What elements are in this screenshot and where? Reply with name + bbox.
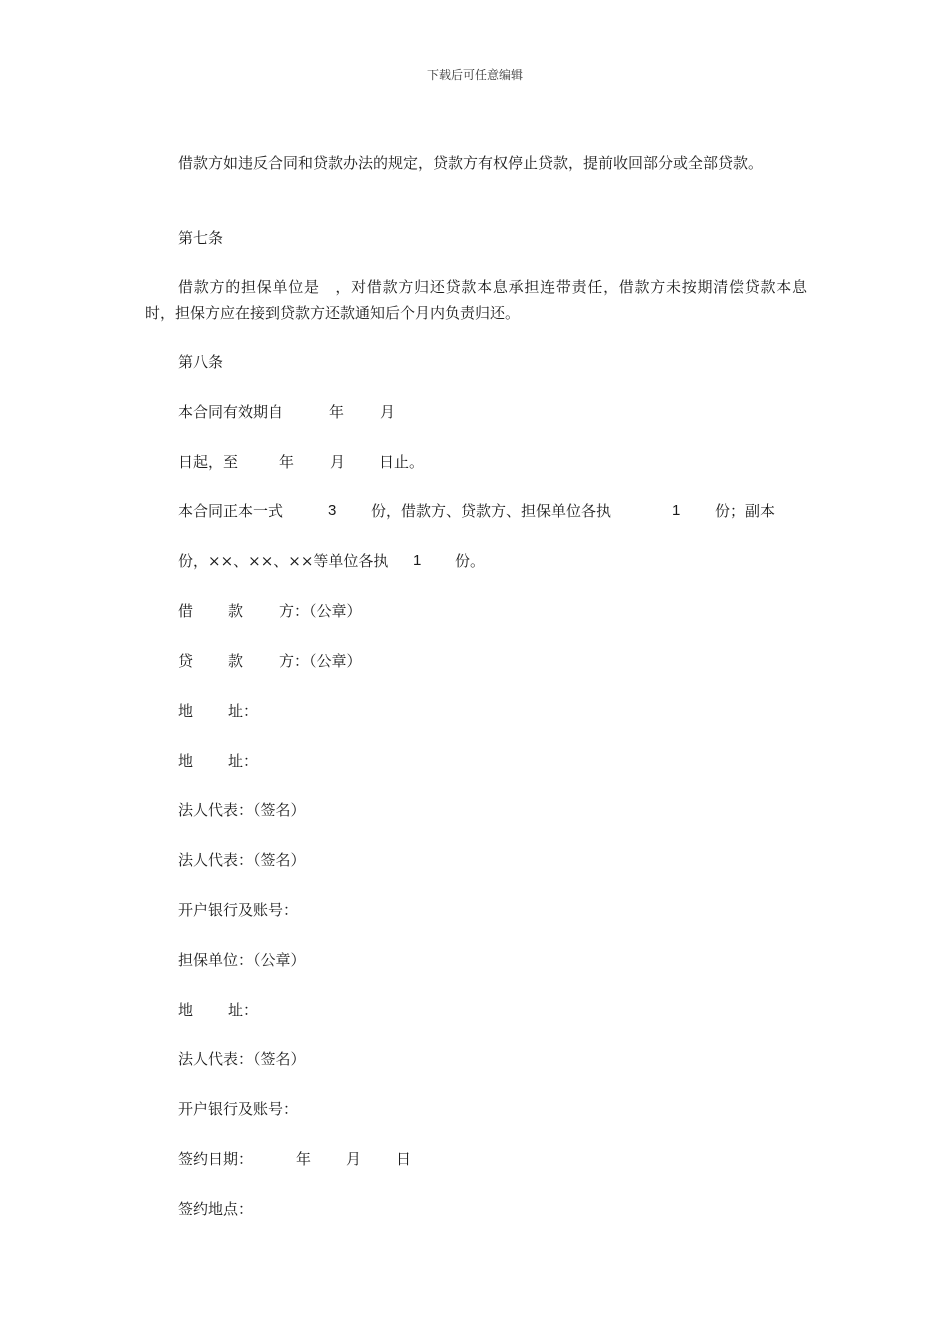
- guarantor-seal-line: 担保单位：（公章）: [178, 951, 306, 969]
- signing-month: 月: [346, 1150, 362, 1168]
- copies-original-label: 本合同正本一式: [178, 502, 284, 520]
- validity-label: 本合同有效期自: [178, 403, 284, 421]
- period-year: 年: [279, 453, 295, 471]
- validity-line: [178, 402, 478, 422]
- validity-month: 月: [380, 403, 396, 421]
- validity-year: 年: [329, 403, 345, 421]
- signing-date-line: [178, 1149, 438, 1169]
- paragraph-guarantor: 借款方的担保单位是 ，对借款方归还贷款本息承担连带责任，借款方未按期清偿贷款本息时，担保方应在接到贷款方还款通知后个月内负责归还。: [145, 278, 807, 322]
- page-header: 下载后可任意编辑: [426, 68, 523, 82]
- copies-units-count: 1: [413, 552, 422, 569]
- copies-duplicate-label: 份；副本: [715, 502, 776, 520]
- signing-date-label: 签约日期：: [178, 1150, 254, 1168]
- bank-account-line: 开户银行及账号：: [178, 901, 299, 919]
- copies-original-count: 3: [328, 502, 337, 519]
- lender-char-1: 贷: [178, 652, 194, 670]
- address-char-1: 地: [178, 702, 194, 720]
- guarantor-legal-rep: 法人代表：（签名）: [178, 1050, 306, 1068]
- lender-seal-line: [178, 651, 398, 671]
- lender-char-2: 款: [228, 652, 244, 670]
- borrower-legal-rep: 法人代表：（签名）: [178, 801, 306, 819]
- borrower-char-1: 借: [178, 602, 194, 620]
- paragraph-termination: 借款方如违反合同和贷款办法的规定，贷款方有权停止贷款，提前收回部分或全部贷款。: [178, 154, 764, 172]
- copies-unit-suffix: 份。: [455, 552, 486, 570]
- address-char-2: 址：: [228, 1001, 259, 1019]
- borrower-seal-line: [178, 601, 398, 621]
- copies-holders: 份，借款方、贷款方、担保单位各执: [371, 502, 612, 520]
- signing-place-line: 签约地点：: [178, 1200, 254, 1218]
- copies-units: 份，××、××、××等单位各执: [178, 552, 389, 570]
- period-start: 日起，至: [178, 453, 239, 471]
- borrower-seal: 方：（公章）: [279, 602, 362, 620]
- borrower-address-line: [178, 701, 298, 721]
- borrower-char-2: 款: [228, 602, 244, 620]
- address-char-1: 地: [178, 1001, 194, 1019]
- period-end: 日止。: [379, 453, 425, 471]
- period-line: [178, 452, 478, 472]
- address-char-2: 址：: [228, 702, 259, 720]
- guarantor-bank-account-line: 开户银行及账号：: [178, 1100, 299, 1118]
- address-char-1: 地: [178, 752, 194, 770]
- copies-each-count: 1: [672, 502, 681, 519]
- address-char-2: 址：: [228, 752, 259, 770]
- copies-line-1: [178, 501, 798, 521]
- article-7-heading: 第七条: [178, 229, 224, 247]
- period-month: 月: [330, 453, 346, 471]
- lender-address-line: [178, 751, 298, 771]
- signing-day: 日: [396, 1150, 412, 1168]
- signing-year: 年: [296, 1150, 312, 1168]
- guarantor-address-line: [178, 1000, 298, 1020]
- lender-seal: 方：（公章）: [279, 652, 362, 670]
- article-8-heading: 第八条: [178, 353, 224, 371]
- lender-legal-rep: 法人代表：（签名）: [178, 851, 306, 869]
- copies-line-2: [178, 551, 518, 571]
